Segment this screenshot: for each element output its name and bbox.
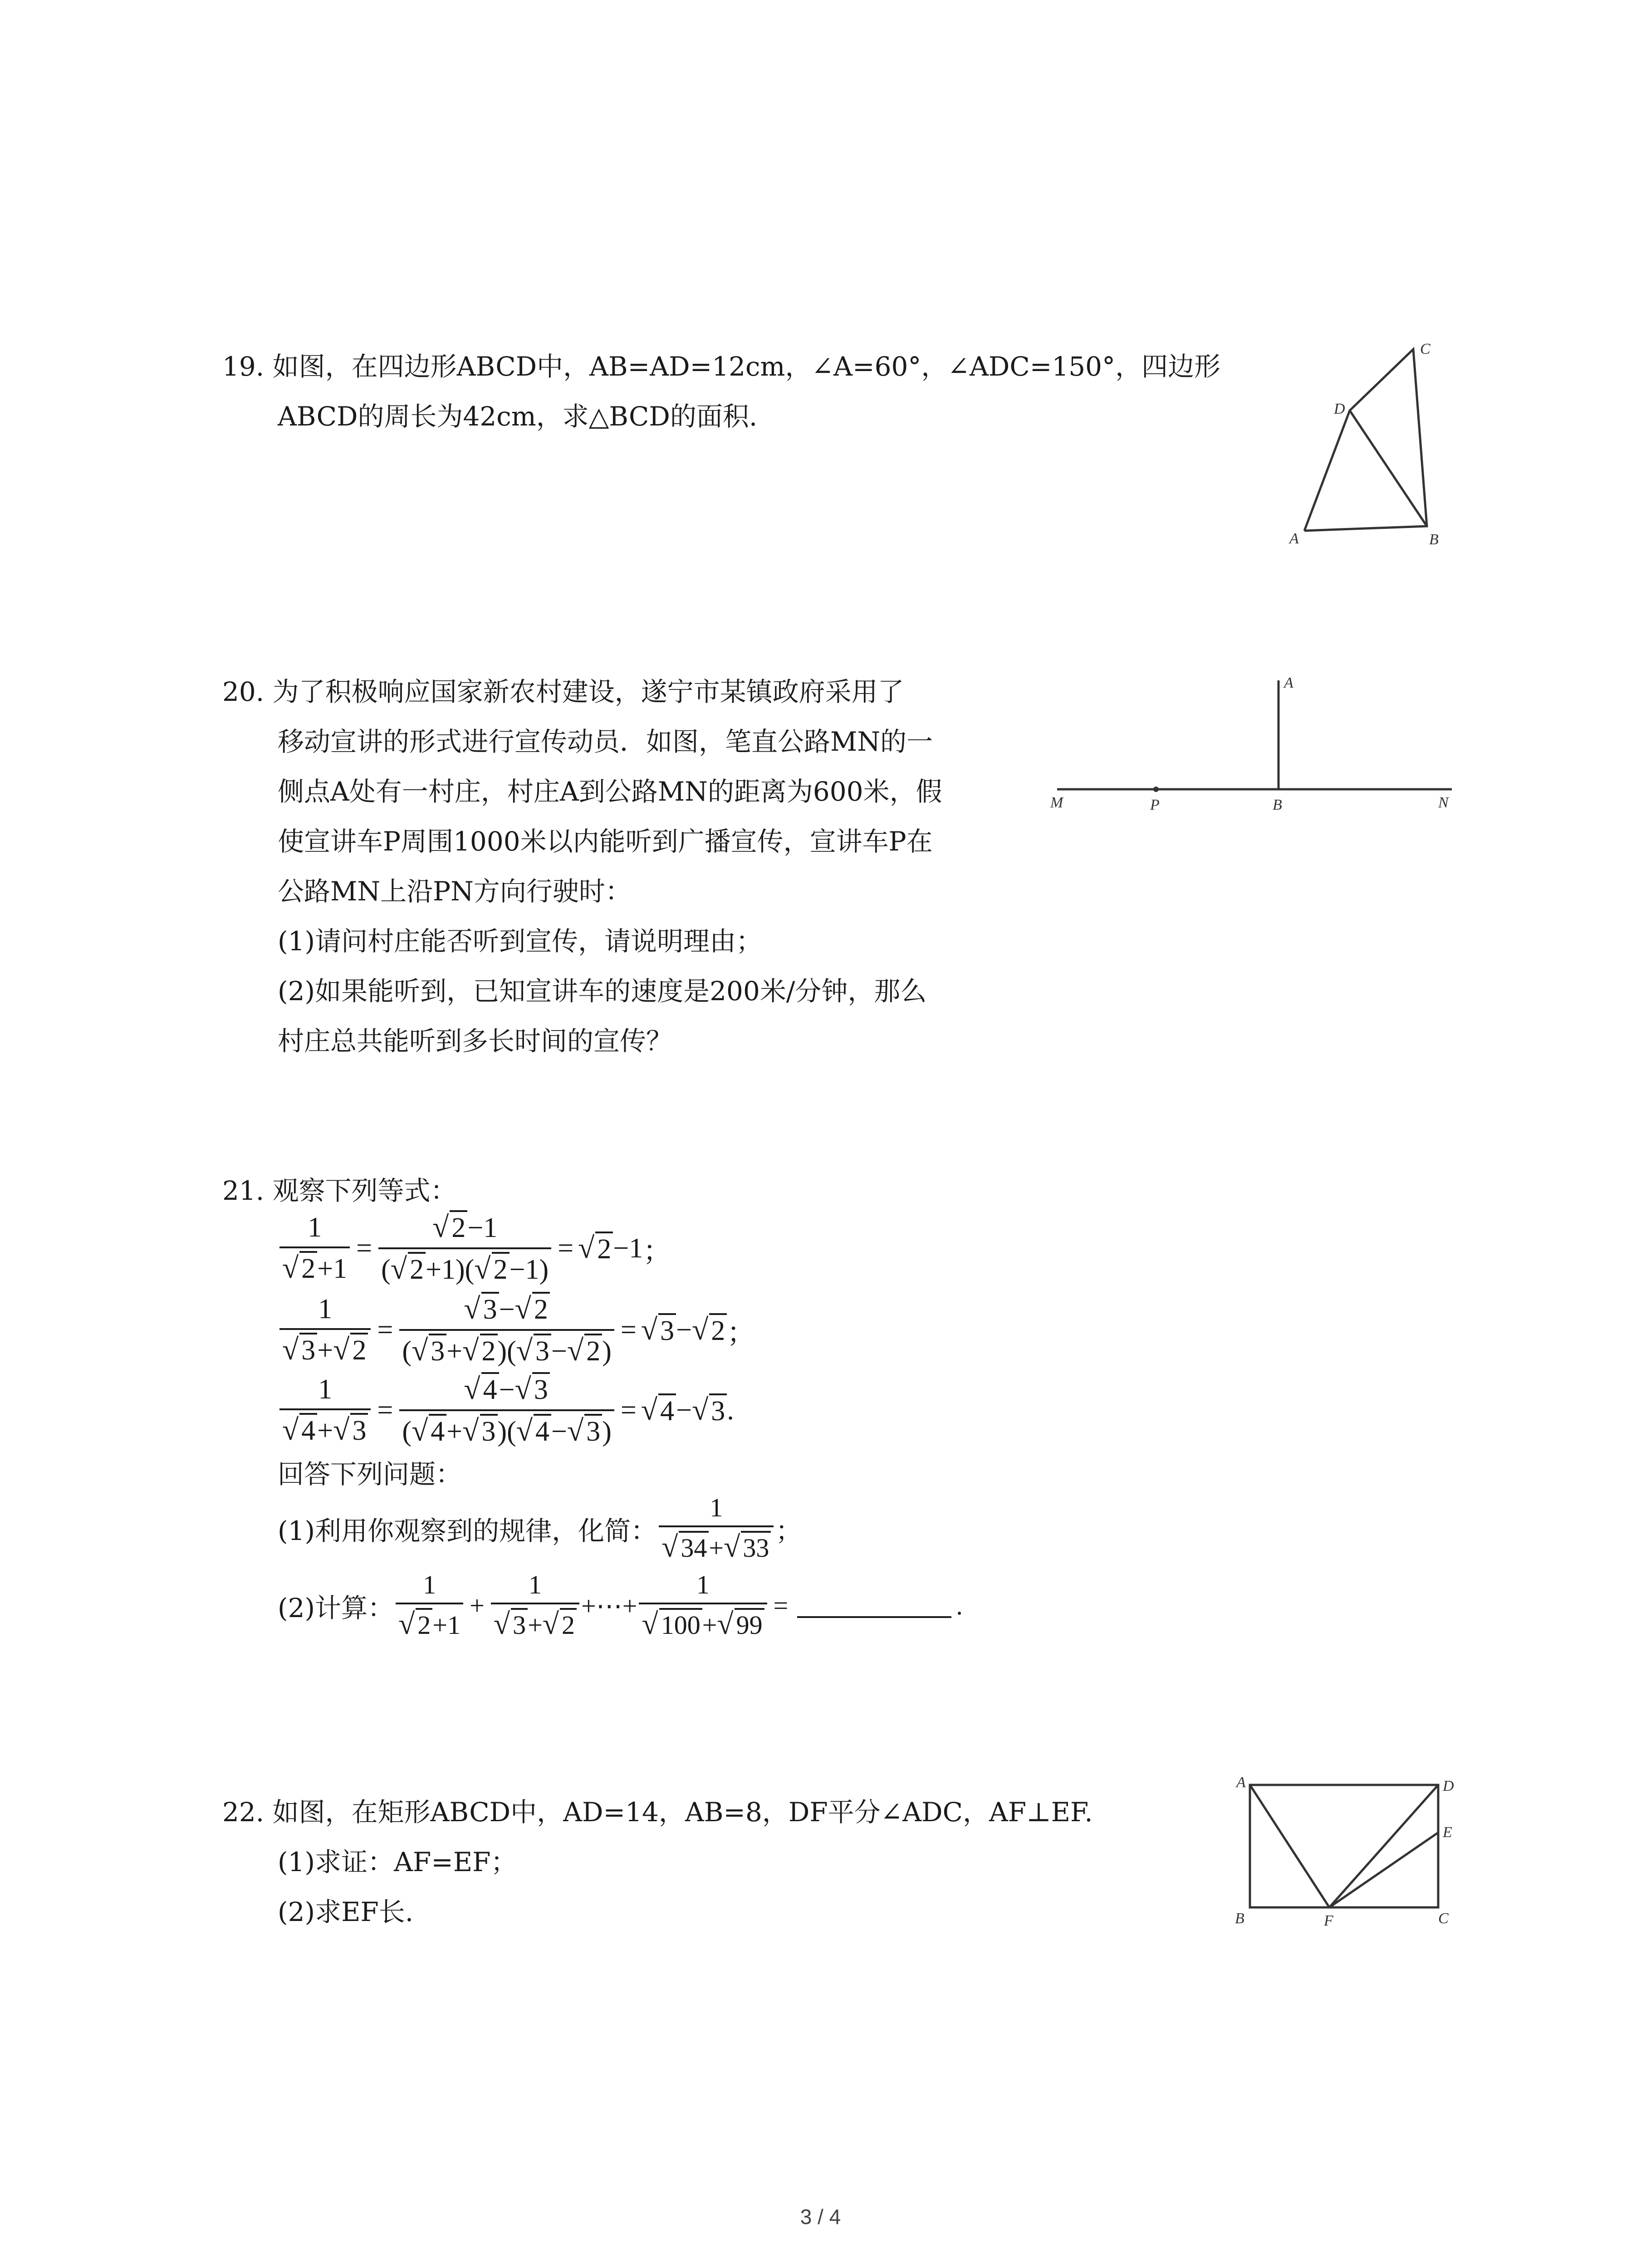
q22-line1: 22. 如图，在矩形ABCD中，AD=14，AB=8，DF平分∠ADC，AF⊥EF. (222, 1797, 1093, 1828)
radicand: 2 (492, 1252, 509, 1286)
q21-sub2: (2)计算： $\frac{1}{√ 2+1}$ + $\frac{1}{√ 3+√ 2}$ +⋯+ $\frac{1}{√ 100+√ 99}$ = . (278, 1570, 963, 1641)
denominator: √ 100+√ 99 (639, 1603, 767, 1642)
fraction (399, 1372, 614, 1448)
q20-label-M: M (1050, 794, 1063, 811)
denominator: √ 34+√ 33 (659, 1525, 774, 1564)
denominator: √ 2+1 (396, 1603, 463, 1642)
equals: = (558, 1232, 574, 1264)
q22-label-F: F (1324, 1912, 1333, 1929)
q22-label-D: D (1443, 1778, 1454, 1794)
radicand: 3 (480, 1414, 498, 1448)
radicand: 2 (450, 1210, 467, 1244)
q22-label-C: C (1438, 1910, 1449, 1927)
numerator: 1 (318, 1374, 333, 1405)
fraction (279, 1212, 350, 1286)
radicand: 2 (416, 1608, 432, 1640)
radicand: 4 (429, 1414, 446, 1448)
q20-line-8: 村庄总共能听到多长时间的宣传？ (278, 1026, 673, 1056)
equals: = (377, 1314, 393, 1345)
fraction (378, 1210, 551, 1286)
numerator: √3−√2 (461, 1292, 552, 1329)
q22-label-E: E (1443, 1824, 1452, 1841)
radicand: 2 (480, 1334, 498, 1368)
equals: = (356, 1232, 372, 1264)
denominator: (√3+√2)(√3−√2) (399, 1329, 614, 1368)
ellipsis: +⋯+ (581, 1591, 637, 1621)
fraction (279, 1374, 371, 1447)
denominator: √ 3+√ 2 (491, 1603, 579, 1642)
radicand: 4 (658, 1393, 676, 1427)
radicand: 3 (481, 1292, 499, 1326)
equals: = (377, 1394, 393, 1426)
radicand: 33 (741, 1531, 771, 1563)
radicand: 3 (534, 1334, 551, 1368)
radicand: 2 (532, 1292, 550, 1326)
radicand: 3 (299, 1333, 317, 1367)
radicand: 2 (595, 1232, 613, 1266)
q21-equation-3: $\frac{1}{√4+√3}$ = $\frac{√4-√3}{(√4+√3)(√4-√3)}$ = √ 4 − √ 3 . (278, 1372, 734, 1448)
punct: . (727, 1394, 734, 1426)
radicand: 3 (429, 1334, 446, 1368)
radicand: 3 (532, 1372, 550, 1406)
fraction (396, 1569, 463, 1642)
numerator: 1 (528, 1570, 542, 1599)
radicand: 2 (350, 1333, 368, 1367)
q21-sub1 (278, 1492, 802, 1564)
q20-label-B: B (1273, 797, 1282, 813)
radicand: 99 (735, 1608, 764, 1640)
denominator: √4+√3 (279, 1408, 371, 1447)
term: −1 (613, 1232, 643, 1264)
radicand: 100 (659, 1608, 702, 1640)
q22-label-A: A (1236, 1774, 1246, 1791)
q21-title: 21. 观察下列等式： (222, 1175, 457, 1206)
page-number: 3 / 4 (800, 2205, 841, 2229)
term: +1 (432, 1610, 461, 1640)
fraction (399, 1292, 614, 1368)
q19-label-C: C (1420, 341, 1430, 357)
radicand: 3 (584, 1414, 602, 1448)
fraction (659, 1492, 774, 1564)
fraction (279, 1293, 371, 1367)
radicand: 4 (534, 1414, 551, 1448)
q20-label-A: A (1284, 675, 1293, 691)
q19-label-B: B (1429, 531, 1439, 548)
q21-sub2-label: (2)计算： (278, 1592, 394, 1623)
term: −1 (509, 1254, 539, 1285)
radicand: 4 (299, 1413, 317, 1447)
numerator: 1 (318, 1293, 333, 1325)
q20-line-4: 使宣讲车P周围1000米以内能听到广播宣传，宣讲车P在 (278, 826, 933, 857)
q20-label-P: P (1150, 797, 1160, 813)
term: +1 (426, 1254, 456, 1285)
numerator: 1 (710, 1493, 723, 1522)
equals: = (773, 1591, 789, 1620)
numerator: √4−√3 (461, 1372, 552, 1409)
denominator: √2+1 (279, 1246, 350, 1286)
q21-answer-intro: 回答下列问题： (278, 1459, 462, 1490)
q22-line3: (2)求EF长. (278, 1897, 414, 1927)
q19-line2: ABCD的周长为42cm，求△BCD的面积. (278, 401, 758, 432)
term: −1 (467, 1212, 498, 1243)
q20-line-5: 公路MN上沿PN方向行驶时： (278, 876, 632, 907)
q20-line-3: 侧点A处有一村庄，村庄A到公路MN的距离为600米，假 (278, 776, 942, 807)
radicand: 2 (299, 1251, 317, 1285)
radicand: 2 (408, 1252, 426, 1286)
punct: ； (643, 1236, 671, 1267)
q20-line-2: 移动宣讲的形式进行宣传动员．如图，笔直公路MN的一 (278, 726, 933, 757)
q21-equation-1: $\frac{1}{√2+1}$ = $\frac{√2-1}{(√2+1)(√2-1)}$ = √ 2 −1 ； (278, 1210, 671, 1286)
numerator: √2−1 (432, 1211, 498, 1244)
radicand: 2 (709, 1313, 727, 1347)
radicand: 3 (658, 1313, 676, 1347)
radicand: 2 (584, 1334, 602, 1368)
q22-label-B: B (1235, 1910, 1244, 1927)
q20-label-N: N (1438, 794, 1449, 811)
q19-label-D: D (1334, 401, 1345, 417)
punct: ； (727, 1317, 755, 1349)
denominator: √3+√2 (279, 1328, 371, 1367)
radicand: 3 (511, 1608, 528, 1640)
radicand: 2 (560, 1608, 577, 1640)
q19-label-A: A (1289, 530, 1299, 547)
answer-blank[interactable] (797, 1593, 951, 1618)
denominator: (√4+√3)(√4−√3) (399, 1409, 614, 1448)
radicand: 3 (350, 1413, 368, 1447)
equals: = (620, 1394, 637, 1426)
term: +1 (317, 1253, 348, 1284)
radicand: 4 (481, 1372, 499, 1406)
q21-equation-2: $\frac{1}{√3+√2}$ = $\frac{√3-√2}{(√3+√2)(√3-√2)}$ = √ 3 − √ 2 ； (278, 1292, 755, 1368)
punct: ； (775, 1516, 802, 1546)
q19-line1: 19. 如图，在四边形ABCD中，AB=AD=12cm，∠A=60°，∠ADC=150°，四边形 (222, 351, 1221, 382)
q20-line-7: (2)如果能听到，已知宣讲车的速度是200米/分钟，那么 (278, 976, 927, 1007)
q21-sub1-label: (1)利用你观察到的规律，化简： (278, 1515, 657, 1546)
denominator: (√2+1)(√2−1) (378, 1247, 551, 1286)
fraction (491, 1569, 579, 1642)
numerator: 1 (308, 1212, 322, 1243)
q22-figure (1225, 1769, 1479, 1932)
q22-line2: (1)求证：AF=EF； (278, 1847, 517, 1877)
equals: = (620, 1314, 637, 1345)
numerator: 1 (696, 1570, 710, 1599)
radicand: 3 (709, 1393, 727, 1427)
numerator: 1 (423, 1570, 436, 1599)
q20-figure (1043, 671, 1461, 821)
q20-line-6: (1)请问村庄能否听到宣传，请说明理由； (278, 926, 763, 957)
q20-line-1: 20. 为了积极响应国家新农村建设，遂宁市某镇政府采用了 (222, 676, 904, 707)
punct: . (956, 1591, 963, 1620)
radicand: 34 (679, 1531, 709, 1563)
fraction (639, 1569, 767, 1642)
q19-figure (1270, 336, 1479, 549)
